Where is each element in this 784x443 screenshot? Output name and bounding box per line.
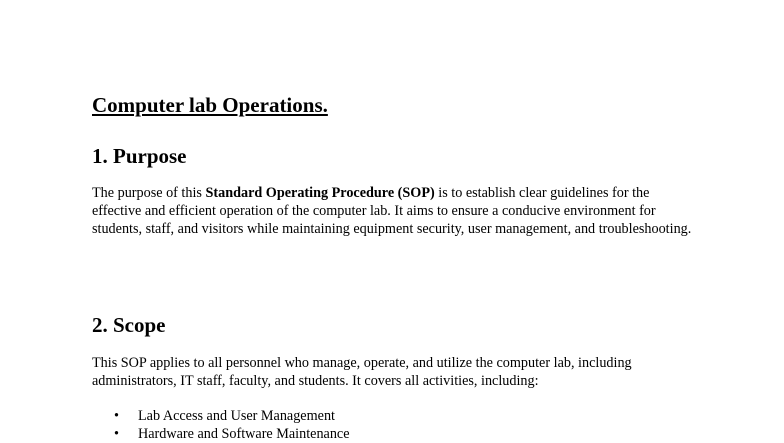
list-item-text: Hardware and Software Maintenance (138, 426, 350, 442)
bullet-icon: • (114, 408, 119, 424)
purpose-paragraph (92, 184, 692, 238)
scope-paragraph: This SOP applies to all personnel who manage, operate, and utilize the computer lab, including administrators, IT staff, faculty, and students. It covers all activities, including: (92, 355, 632, 389)
document-title: Computer lab Operations. (92, 93, 328, 117)
section-heading-scope: 2. Scope (92, 313, 166, 337)
bullet-icon: • (114, 426, 119, 442)
section-heading-purpose: 1. Purpose (92, 144, 187, 168)
purpose-text-end: is to establish clear guidelines for the effective and efficient operation of the computer lab. It aims to ensure a conducive environment for students, staff, and visitors while maintaining equipment security, user management, and troubleshooting. (92, 185, 692, 237)
sop-bold-term: Standard Operating Procedure (SOP) (205, 185, 435, 201)
scope-bullet-list (92, 407, 350, 443)
list-item-text: Lab Access and User Management (138, 408, 335, 424)
purpose-text-start: The purpose of this (92, 185, 206, 201)
list-item (92, 407, 350, 425)
list-item (92, 425, 350, 443)
